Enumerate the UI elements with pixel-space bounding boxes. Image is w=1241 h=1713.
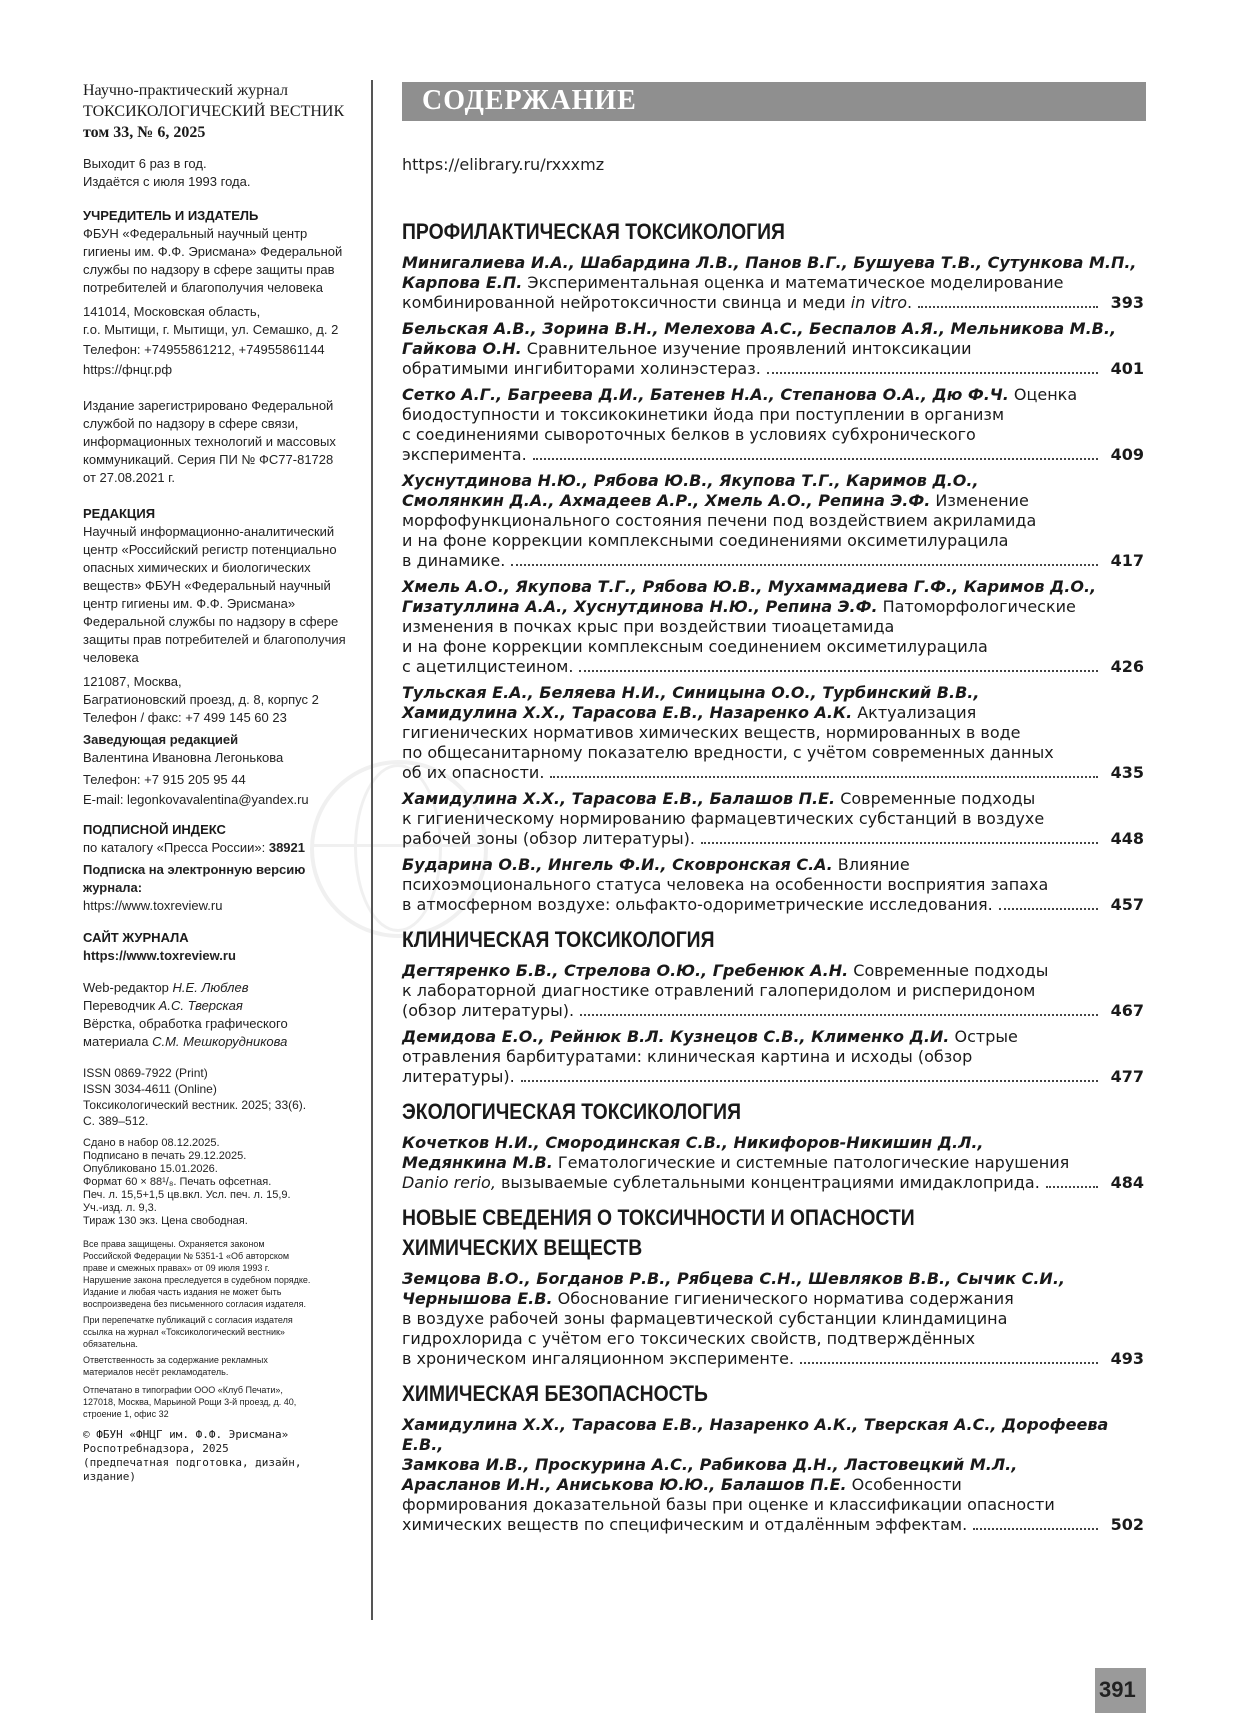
print-line: Формат 60 × 88¹/₈. Печать офсетная. xyxy=(83,1176,272,1188)
article-authors: Смолянкин Д.А., Ахмадеев А.Р., Хмель А.О., Репина Э.Ф. xyxy=(402,491,931,510)
ads-line: Ответственность за содержание рекламных xyxy=(83,1355,268,1365)
entry-line xyxy=(402,683,1144,703)
article-authors: Гизатуллина А.А., Хуснутдинова Н.Ю., Репина Э.Ф. xyxy=(402,597,878,616)
entry-line: обратимыми ингибиторами холинэстераз. xyxy=(402,359,761,378)
entry-line: Danio rerio, вызываемые сублетальными концентрациями имидаклоприда. xyxy=(402,1173,1040,1192)
printer-line: 127018, Москва, Марьиной Рощи 3-й проезд, д. 40, xyxy=(83,1397,297,1407)
reprint-line: При перепечатке публикаций с согласия издателя xyxy=(83,1315,293,1325)
editorial-line: веществ» ФБУН «Федеральный научный xyxy=(83,578,331,593)
entry-page-number: 393 xyxy=(1110,293,1144,312)
entry-last-line xyxy=(402,1173,1144,1193)
article-authors: Гайкова О.Н. xyxy=(402,339,522,358)
entry-line: Гайкова О.Н. Сравнительное изучение проявлений интоксикации xyxy=(402,339,972,358)
entry-line: рабочей зоны (обзор литературы). xyxy=(402,829,695,848)
article-authors: Карпова Е.П. xyxy=(402,273,523,292)
printer-line: Отпечатано в типографии ООО «Клуб Печати», xyxy=(83,1385,283,1395)
entry-line xyxy=(402,1133,1144,1153)
entry-page-number: 401 xyxy=(1110,359,1144,378)
editorial-line: защиты прав потребителей и благополучия xyxy=(83,632,346,647)
entry-page-number: 417 xyxy=(1110,551,1144,570)
dot-leader xyxy=(521,1080,1098,1082)
print-line: Подписано в печать 29.12.2025. xyxy=(83,1150,247,1162)
entry-line: психоэмоционального статуса человека на особенности восприятия запаха xyxy=(402,875,1049,894)
founder-site-link[interactable]: https://фнцг.рф xyxy=(83,362,173,377)
entry-line: с соединениями сывороточных белков в условиях субхронического xyxy=(402,425,976,444)
article-authors: Хамидулина Х.Х., Тарасова Е.В., Назаренко А.К., Тверская А.С., Дорофеева Е.В., xyxy=(402,1415,1109,1454)
masthead-column xyxy=(83,80,353,1484)
founder-line: службы по надзору в сфере защиты прав xyxy=(83,262,335,277)
entry-line: Карпова Е.П. Экспериментальная оценка и математическое моделирование xyxy=(402,273,1064,292)
section-heading: КЛИНИЧЕСКАЯ ТОКСИКОЛОГИЯ xyxy=(402,927,715,952)
dot-leader xyxy=(918,306,1098,308)
copyright-line: Роспотребнадзора, 2025 xyxy=(83,1442,229,1455)
entry-line xyxy=(402,577,1144,597)
entry-page-number: 435 xyxy=(1110,763,1144,782)
article-authors: Хуснутдинова Н.Ю., Рябова Ю.В., Якупова Т.Г., Каримов Д.О., xyxy=(402,471,979,490)
toc-entry[interactable] xyxy=(402,1027,1146,1087)
reprint-line: ссылка на журнал «Токсикологический вестник» xyxy=(83,1327,285,1337)
entry-line: в хроническом ингаляционном эксперименте. xyxy=(402,1349,795,1368)
reprint-line: обязательна. xyxy=(83,1339,138,1349)
address-line: 121087, Москва, xyxy=(83,674,182,689)
toc-entry[interactable] xyxy=(402,253,1146,313)
entry-last-line xyxy=(402,657,1144,677)
article-authors: Минигалиева И.А., Шабардина Л.В., Панов В.Г., Бушуева Т.В., Сутункова М.П., xyxy=(402,253,1137,272)
subscription-index: 38921 xyxy=(268,840,305,855)
frequency xyxy=(83,155,353,191)
issn-online: ISSN 3034-4611 (Online) xyxy=(83,1082,217,1096)
dot-leader xyxy=(767,372,1098,374)
contents-banner xyxy=(402,82,1146,121)
editorial-phone: Телефон / факс: +7 499 145 60 23 xyxy=(83,710,287,725)
dot-leader xyxy=(533,458,1098,460)
journal-title: ТОКСИКОЛОГИЧЕСКИЙ ВЕСТНИК xyxy=(83,103,345,120)
article-authors: Демидова Е.О., Рейнюк В.Л. Кузнецов С.В., Клименко Д.И. xyxy=(402,1027,950,1046)
web-editor xyxy=(83,979,353,997)
toc-entry[interactable] xyxy=(402,961,1146,1021)
issn-print: ISSN 0869-7922 (Print) xyxy=(83,1066,208,1080)
registration-line: службой по надзору в сфере связи, xyxy=(83,416,299,431)
article-authors: Сетко А.Г., Багреева Д.И., Батенев Н.А., Степанова О.А., Дю Ф.Ч. xyxy=(402,385,1009,404)
registration-line: информационных технологий и массовых xyxy=(83,434,336,449)
print-line: Уч.-изд. л. 9,3. xyxy=(83,1202,157,1214)
entry-line: комбинированной нейротоксичности свинца и меди in vitro. xyxy=(402,293,913,312)
citation: С. 389–512. xyxy=(83,1114,149,1128)
print-info xyxy=(83,1137,353,1228)
entry-last-line xyxy=(402,359,1144,379)
ads-notice xyxy=(83,1354,353,1378)
dot-leader xyxy=(701,842,1098,844)
entry-line: Сетко А.Г., Багреева Д.И., Батенев Н.А., Степанова О.А., Дю Ф.Ч. Оценка xyxy=(402,385,1078,404)
entry-line: химических веществ по специфическим и отдалённым эффектам. xyxy=(402,1515,968,1534)
head-name: Валентина Ивановна Легонькова xyxy=(83,750,284,765)
editorial-line: человека xyxy=(83,650,139,665)
entry-page-number: 502 xyxy=(1110,1515,1144,1534)
entry-line: Бударина О.В., Ингель Ф.И., Сковронская С.А. Влияние xyxy=(402,855,910,874)
entry-line xyxy=(402,1415,1144,1455)
print-line: Опубликовано 15.01.2026. xyxy=(83,1163,218,1175)
entry-line: эксперимента. xyxy=(402,445,527,464)
founder-line: ФБУН «Федеральный научный центр xyxy=(83,226,308,241)
address-line: 141014, Московская область, xyxy=(83,304,261,319)
editorial-line: центр гигиены им. Ф.Ф. Эрисмана» xyxy=(83,596,296,611)
copyright-line: © ФБУН «ФНЦГ им. Ф.Ф. Эрисмана» xyxy=(83,1428,289,1441)
founder-address xyxy=(83,303,353,379)
entry-line: морфофункционального состояния печени под воздействием акриламида xyxy=(402,511,1037,530)
ads-line: материалов несёт рекламодатель. xyxy=(83,1367,229,1377)
editorial-line: опасных химических и биологических xyxy=(83,560,311,575)
entry-line: и на фоне коррекции комплексными соединениями оксиметилурацила xyxy=(402,531,1009,550)
role-label: Web-редактор xyxy=(83,980,173,995)
entry-line: Чернышова Е.В. Обоснование гигиенического норматива содержания xyxy=(402,1289,1014,1308)
italic-term: in vitro xyxy=(850,293,907,312)
page-number-box xyxy=(1095,1668,1146,1713)
entry-last-line xyxy=(402,551,1144,571)
entry-last-line xyxy=(402,293,1144,313)
section-heading: НОВЫЕ СВЕДЕНИЯ О ТОКСИЧНОСТИ И ОПАСНОСТИ xyxy=(402,1205,915,1230)
entry-line: Медянкина М.В. Гематологические и системные патологические нарушения xyxy=(402,1153,1070,1172)
entry-line: об их опасности. xyxy=(402,763,545,782)
entry-line xyxy=(402,471,1144,491)
article-authors: Кочетков Н.И., Смородинская С.В., Никифоров-Никишин Д.Л., xyxy=(402,1133,984,1152)
founder-block xyxy=(83,225,353,297)
toc-entry[interactable] xyxy=(402,855,1146,915)
entry-last-line xyxy=(402,829,1144,849)
entry-line: формирования доказательной базы при оценке и классификации опасности xyxy=(402,1495,1055,1514)
entry-line: Хамидулина Х.Х., Тарасова Е.В., Балашов П.Е. Современные подходы xyxy=(402,789,1036,808)
entry-line: Дегтяренко Б.В., Стрелова О.Ю., Гребенюк А.Н. Современные подходы xyxy=(402,961,1049,980)
entry-line: в динамике. xyxy=(402,551,506,570)
entry-last-line xyxy=(402,445,1144,465)
entry-page-number: 493 xyxy=(1110,1349,1144,1368)
staff-name: А.С. Тверская xyxy=(158,998,243,1013)
entry-page-number: 477 xyxy=(1110,1067,1144,1086)
section-heading: ПРОФИЛАКТИЧЕСКАЯ ТОКСИКОЛОГИЯ xyxy=(402,219,785,244)
subscription-catalog xyxy=(83,839,353,857)
role-label: материала xyxy=(83,1034,153,1049)
toc-entry[interactable] xyxy=(402,577,1146,677)
entry-line xyxy=(402,1455,1144,1475)
registration-line: от 27.08.2021 г. xyxy=(83,470,175,485)
role-label: Переводчик xyxy=(83,998,159,1013)
dot-leader xyxy=(999,908,1098,910)
address-line: Багратионовский проезд, д. 8, корпус 2 xyxy=(83,692,319,707)
dot-leader xyxy=(511,564,1098,566)
entry-last-line xyxy=(402,1515,1144,1535)
dot-leader xyxy=(800,1362,1098,1364)
toc-entry[interactable] xyxy=(402,1133,1146,1193)
rights-notice xyxy=(83,1238,353,1310)
entry-line: Арасланов И.Н., Аниськова Ю.Ю., Балашов П.Е. Особенности xyxy=(402,1475,962,1494)
entry-page-number: 426 xyxy=(1110,657,1144,676)
toc-entry[interactable] xyxy=(402,683,1146,783)
editorial-block xyxy=(83,523,353,667)
entry-line: (обзор литературы). xyxy=(402,1001,575,1020)
entry-line: литературы). xyxy=(402,1067,515,1086)
subscription-heading: ПОДПИСНОЙ ИНДЕКС xyxy=(83,822,226,837)
entry-line: в атмосферном воздухе: ольфакто-одориметрические исследования. xyxy=(402,895,993,914)
founder-heading: УЧРЕДИТЕЛЬ И ИЗДАТЕЛЬ xyxy=(83,208,259,223)
registration-line: Издание зарегистрировано Федеральной xyxy=(83,398,334,413)
journal-header xyxy=(83,80,353,143)
entry-page-number: 448 xyxy=(1110,829,1144,848)
founder-phone: Телефон: +74955861212, +74955861144 xyxy=(83,342,325,357)
entry-page-number: 467 xyxy=(1110,1001,1144,1020)
entry-line: биодоступности и токсикокинетики йода при поступлении в организм xyxy=(402,405,1005,424)
entry-line xyxy=(402,1269,1144,1289)
rights-line: Издание и любая часть издания не может быть xyxy=(83,1287,282,1297)
article-authors: Хмель А.О., Якупова Т.Г., Рябова Ю.В., Мухаммадиева Г.Ф., Каримов Д.О., xyxy=(402,577,1097,596)
entry-line: в воздухе рабочей зоны фармацевтической субстанции клиндамицина xyxy=(402,1309,1008,1328)
print-line: Печ. л. 15,5+1,5 цв.вкл. Усл. печ. л. 15,9. xyxy=(83,1189,291,1201)
frequency-line: Издаётся с июля 1993 года. xyxy=(83,174,251,189)
page-number: 391 xyxy=(1099,1677,1136,1702)
editorial-address xyxy=(83,673,353,727)
contents-title: СОДЕРЖАНИЕ xyxy=(422,85,637,116)
print-line: Сдано в набор 08.12.2025. xyxy=(83,1137,220,1149)
entry-line: к гигиеническому нормированию фармацевтических субстанций в воздухе xyxy=(402,809,1045,828)
entry-line: Смолянкин Д.А., Ахмадеев А.Р., Хмель А.О., Репина Э.Ф. Изменение xyxy=(402,491,1029,510)
printer-line: строение 1, офис 32 xyxy=(83,1409,169,1419)
elibrary-link[interactable]: https://elibrary.ru/rxxxmz xyxy=(402,155,605,174)
printer-info xyxy=(83,1384,353,1420)
head-heading: Заведующая редакцией xyxy=(83,732,239,747)
section-heading: ХИМИЧЕСКАЯ БЕЗОПАСНОСТЬ xyxy=(402,1381,708,1406)
founder-line: гигиены им. Ф.Ф. Эрисмана» Федеральной xyxy=(83,244,343,259)
toc-entry[interactable] xyxy=(402,471,1146,571)
article-authors: Чернышова Е.В. xyxy=(402,1289,553,1308)
role-label: Вёрстка, обработка графического xyxy=(83,1016,288,1031)
founder-line: потребителей и благополучия человека xyxy=(83,280,323,295)
entry-line xyxy=(402,319,1144,339)
e-subscription-line: журнала: xyxy=(83,880,143,895)
toc-entry[interactable] xyxy=(402,319,1146,379)
e-subscription-heading xyxy=(83,861,353,897)
entry-line: по общесанитарному показателю вредности, с учётом современных данных xyxy=(402,743,1054,762)
entry-last-line xyxy=(402,895,1144,915)
article-authors: Медянкина М.В. xyxy=(402,1153,553,1172)
entry-line xyxy=(402,253,1144,273)
entry-last-line xyxy=(402,1349,1144,1369)
registration-block xyxy=(83,397,353,487)
section-heading: ХИМИЧЕСКИХ ВЕЩЕСТВ xyxy=(402,1235,643,1260)
entry-last-line xyxy=(402,1067,1144,1087)
editorial-line: Федеральной службы по надзору в сфере xyxy=(83,614,339,629)
article-authors: Хамидулина Х.Х., Тарасова Е.В., Назаренко А.К. xyxy=(402,703,853,722)
registration-line: коммуникаций. Серия ПИ № ФС77-81728 xyxy=(83,452,334,467)
editorial-line: центр «Российский регистр потенциально xyxy=(83,542,337,557)
issn-block xyxy=(83,1065,353,1129)
toc-entry[interactable] xyxy=(402,385,1146,465)
editorial-line: Научный информационно-аналитический xyxy=(83,524,335,539)
article-authors: Хамидулина Х.Х., Тарасова Е.В., Балашов П.Е. xyxy=(402,789,836,808)
article-authors: Тульская Е.А., Беляева Н.И., Синицына О.О., Турбинский В.В., xyxy=(402,683,980,702)
article-authors: Арасланов И.Н., Аниськова Ю.Ю., Балашов П.Е. xyxy=(402,1475,847,1494)
entry-line: Гизатуллина А.А., Хуснутдинова Н.Ю., Репина Э.Ф. Патоморфологические xyxy=(402,597,1076,616)
article-authors: Бельская А.В., Зорина В.Н., Мелехова А.С., Беспалов А.Я., Мельникова М.В., xyxy=(402,319,1117,338)
dot-leader xyxy=(973,1528,1098,1530)
article-authors: Бударина О.В., Ингель Ф.И., Сковронская С.А. xyxy=(402,855,833,874)
entry-line: к лабораторной диагностике отравлений галоперидолом и рисперидоном xyxy=(402,981,1036,1000)
rights-line: праве и смежных правах» от 09 июля 1993 г. xyxy=(83,1263,270,1273)
citation: Токсикологический вестник. 2025; 33(6). xyxy=(83,1098,307,1112)
entry-last-line xyxy=(402,763,1144,783)
rights-line: воспроизведена без письменного согласия издателя. xyxy=(83,1299,306,1309)
entry-line: гигиенических нормативов химических веществ, нормированных в воде xyxy=(402,723,1021,742)
entry-line: гидрохлорида с учётом его токсических свойств, подтверждённых xyxy=(402,1329,976,1348)
entry-last-line xyxy=(402,1001,1144,1021)
dot-leader xyxy=(550,776,1098,778)
head-phone: Телефон: +7 915 205 95 44 xyxy=(83,772,246,787)
rights-line: Российской Федерации № 5351-1 «Об авторском xyxy=(83,1251,290,1261)
frequency-line: Выходит 6 раз в год. xyxy=(83,156,207,171)
e-subscription-line: Подписка на электронную версию xyxy=(83,862,306,877)
catalog-label: по каталогу «Пресса России»: xyxy=(83,840,269,855)
article-authors: Замкова И.В., Проскурина А.С., Рабикова Д.Н., Ластовецкий М.Л., xyxy=(402,1455,1018,1474)
entry-page-number: 457 xyxy=(1110,895,1144,914)
staff-name: С.М. Мешкорудникова xyxy=(152,1034,288,1049)
entry-line: и на фоне коррекции комплексным соединением оксиметилурацила xyxy=(402,637,988,656)
toc-entry[interactable] xyxy=(402,789,1146,849)
entry-line: изменения в почках крыс при воздействии тиоацетамида xyxy=(402,617,895,636)
copyright xyxy=(83,1428,353,1484)
print-line: Тираж 130 экз. Цена свободная. xyxy=(83,1215,248,1227)
head-block xyxy=(83,749,353,809)
dot-leader xyxy=(580,1014,1098,1016)
translator xyxy=(83,997,353,1015)
e-subscription-link[interactable]: https://www.toxreview.ru xyxy=(83,898,223,913)
layout-editor xyxy=(83,1033,353,1051)
journal-subtitle: Научно-практический журнал xyxy=(83,82,288,99)
article-authors: Земцова В.О., Богданов Р.В., Рябцева С.Н., Шевляков В.В., Сычик С.И., xyxy=(402,1269,1065,1288)
site-heading: САЙТ ЖУРНАЛА xyxy=(83,930,189,945)
table-of-contents xyxy=(402,217,1146,1535)
toc-entry[interactable] xyxy=(402,1269,1146,1369)
rights-line: Все права защищены. Охраняется законом xyxy=(83,1239,265,1249)
column-divider xyxy=(371,80,373,1620)
staff-name: Н.Е. Люблев xyxy=(172,980,249,995)
article-authors: Дегтяренко Б.В., Стрелова О.Ю., Гребенюк А.Н. xyxy=(402,961,849,980)
copyright-line: (предпечатная подготовка, дизайн, xyxy=(83,1456,302,1469)
editorial-heading: РЕДАКЦИЯ xyxy=(83,506,156,521)
rights-line: Нарушение закона преследуется в судебном порядке. xyxy=(83,1275,311,1285)
dot-leader xyxy=(579,670,1098,672)
italic-term: Danio rerio, xyxy=(402,1173,496,1192)
reprint-notice xyxy=(83,1314,353,1350)
copyright-line: издание) xyxy=(83,1470,136,1483)
entry-line: с ацетилцистеином. xyxy=(402,657,574,676)
entry-page-number: 409 xyxy=(1110,445,1144,464)
address-line: г.о. Мытищи, г. Мытищи, ул. Семашко, д. 2 xyxy=(83,322,339,337)
toc-entry[interactable] xyxy=(402,1415,1146,1535)
site-link[interactable]: https://www.toxreview.ru xyxy=(83,948,236,963)
entry-page-number: 484 xyxy=(1110,1173,1144,1192)
entry-line: отравления барбитуратами: клиническая картина и исходы (обзор xyxy=(402,1047,973,1066)
section-heading: ЭКОЛОГИЧЕСКАЯ ТОКСИКОЛОГИЯ xyxy=(402,1099,741,1124)
entry-line: Хамидулина Х.Х., Тарасова Е.В., Назаренко А.К. Актуализация xyxy=(402,703,977,722)
dot-leader xyxy=(1046,1186,1098,1188)
staff-block xyxy=(83,979,353,1051)
entry-line: Демидова Е.О., Рейнюк В.Л. Кузнецов С.В., Клименко Д.И. Острые xyxy=(402,1027,1018,1046)
head-email-link[interactable]: E-mail: legonkovavalentina@yandex.ru xyxy=(83,792,309,807)
contents-column xyxy=(402,82,1146,1535)
journal-volume: том 33, № 6, 2025 xyxy=(83,124,206,141)
